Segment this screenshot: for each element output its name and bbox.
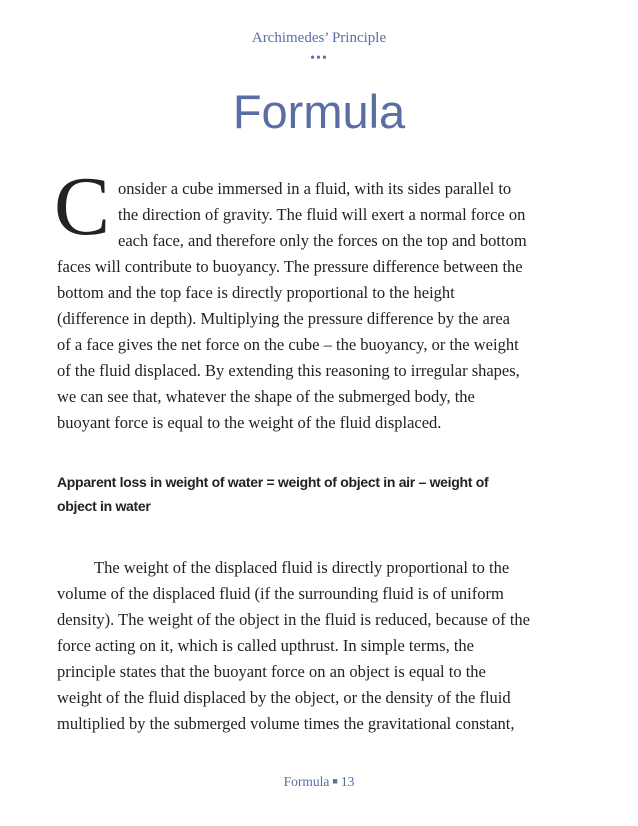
page-number: 13 xyxy=(340,774,355,789)
paragraph-line: volume of the displaced fluid (if the surrounding fluid is of uniform xyxy=(57,584,504,603)
header-ornament: ••• xyxy=(310,51,328,66)
footer-section: Formula xyxy=(283,774,330,789)
paragraph-line: bottom and the top face is directly proportional to the height xyxy=(57,283,455,302)
paragraph-line: we can see that, whatever the shape of the submerged body, the xyxy=(57,387,475,406)
paragraph-line: of a face gives the net force on the cube – the buoyancy, or the weight xyxy=(57,335,519,354)
paragraph-line: faces will contribute to buoyancy. The pressure difference between the xyxy=(57,257,523,276)
paragraph-line: force acting on it, which is called upthrust. In simple terms, the xyxy=(57,636,474,655)
drop-cap: C xyxy=(54,160,111,253)
paragraph-line: principle states that the buoyant force on an object is equal to the xyxy=(57,662,486,681)
footer-separator: ■ xyxy=(332,776,338,786)
running-header: Archimedes’ Principle xyxy=(251,30,387,46)
paragraph-line: onsider a cube immersed in a fluid, with its sides parallel to xyxy=(118,179,512,198)
running-footer xyxy=(0,774,638,790)
paragraph-line: each face, and therefore only the forces on the top and bottom xyxy=(118,231,527,250)
paragraph-line: The weight of the displaced fluid is directly proportional to the xyxy=(94,558,510,577)
paragraph-line: density). The weight of the object in the fluid is reduced, because of the xyxy=(57,610,531,629)
paragraph-line: weight of the fluid displaced by the object, or the density of the fluid xyxy=(57,688,511,707)
paragraph-line: of the fluid displaced. By extending this reasoning to irregular shapes, xyxy=(57,361,520,380)
paragraph-line: multiplied by the submerged volume times the gravitational constant, xyxy=(57,714,515,733)
chapter-title: Formula xyxy=(232,85,406,138)
paragraph-line: (difference in depth). Multiplying the pressure difference by the area xyxy=(57,309,510,328)
formula-line: object in water xyxy=(57,498,151,514)
paragraph-line: buoyant force is equal to the weight of the fluid displaced. xyxy=(57,413,442,432)
formula-line: Apparent loss in weight of water = weight of object in air – weight of xyxy=(57,474,489,490)
paragraph-line: the direction of gravity. The fluid will exert a normal force on xyxy=(118,205,526,224)
